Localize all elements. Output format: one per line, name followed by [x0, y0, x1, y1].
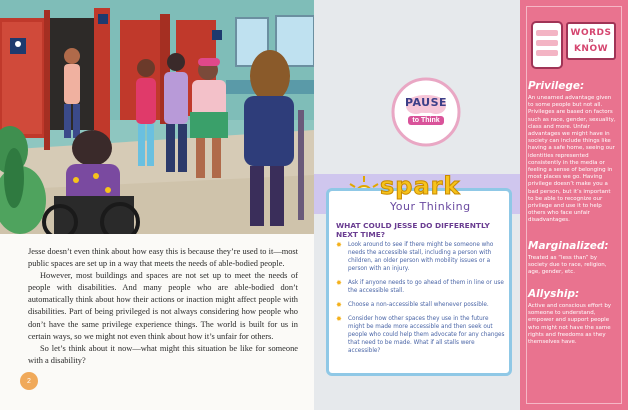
- pause-word: PAUSE: [404, 96, 448, 109]
- definition-privilege: An unearned advantage given to some people but not all. Privileges are based on factors such as race, gender, sexuality, class and more. Unfair advantages we might have in society can include things like having a safe home, seeing our identities represented consistently in the media or feeling a sense of belonging in most places we go. Having privilege doesn’t make you a bad person, but it’s important to be able to recognize our privilege and use it to help others who face unfair disadvantages.: [528, 95, 616, 224]
- term-allyship: Allyship:: [528, 288, 580, 300]
- star-icon: ✸: [336, 315, 342, 323]
- term-privilege: Privilege:: [528, 80, 585, 92]
- definition-marginalized: Treated as “less than” by society due to race, religion, age, gender, etc.: [528, 255, 607, 276]
- pause-sub: to Think: [408, 116, 443, 125]
- star-icon: ✸: [336, 279, 342, 287]
- list-item: [336, 279, 506, 295]
- definition-allyship: Active and conscious effort by someone to understand, empower and support people who might not have the same rights and freedoms as they themselves have.: [528, 303, 612, 346]
- list-item: [336, 301, 506, 309]
- bullet-text: Consider how other spaces they use in the future might be made more accessible and then seek out people who could help them advocate for any changes that need to be made. What if all stalls were accessible?: [348, 316, 505, 354]
- page-number: 2: [20, 372, 38, 390]
- paragraph: However, most buildings and spaces are not set up to meet the needs of people with disabilities. And many people who are able-bodied don’t automatically think about how their actions or inaction might affect people with disabilities. Part of being privileged is not always considering how people who don’t have the same privilege experience things. The world is built for us in certain ways, so we might not even think about how it’s unfair for others.: [28, 271, 298, 341]
- pause-label: [390, 96, 462, 127]
- star-icon: ✸: [336, 301, 342, 309]
- phone-icon: [528, 20, 568, 70]
- words-to-know-sidebar: [520, 0, 628, 410]
- badge-know: KNOW: [573, 44, 609, 54]
- badge-to: to: [588, 38, 594, 44]
- bullet-text: Ask if anyone needs to go ahead of them in line or use the accessible stall.: [348, 280, 504, 294]
- paragraph: So let’s think about it now—what might this situation be like for someone with a disability?: [28, 343, 298, 365]
- restroom-illustration: [0, 0, 314, 234]
- list-item: [336, 315, 506, 355]
- list-item: [336, 241, 506, 273]
- term-marginalized: Marginalized:: [528, 240, 609, 252]
- badge-words: WORDS: [570, 28, 612, 38]
- question-heading: WHAT COULD JESSE DO DIFFERENTLY NEXT TIME?: [336, 221, 490, 239]
- bullet-text: Look around to see if there might be someone who needs the accessible stall, including a person with children, an older person with mobility issues or a person with an injury.: [348, 242, 494, 272]
- star-icon: ✸: [336, 241, 342, 249]
- spark-subtitle: Your Thinking: [390, 200, 471, 213]
- body-text: [28, 246, 298, 367]
- paragraph: Jesse doesn’t even think about how easy this is because they’re used to it—most public spaces are set up in a way that meets the needs of able-bodied people.: [28, 247, 298, 269]
- bullet-text: Choose a non-accessible stall whenever possible.: [348, 302, 489, 308]
- words-to-know-badge: [566, 22, 616, 60]
- bullet-list: [336, 241, 506, 361]
- spark-title: spark: [380, 172, 461, 200]
